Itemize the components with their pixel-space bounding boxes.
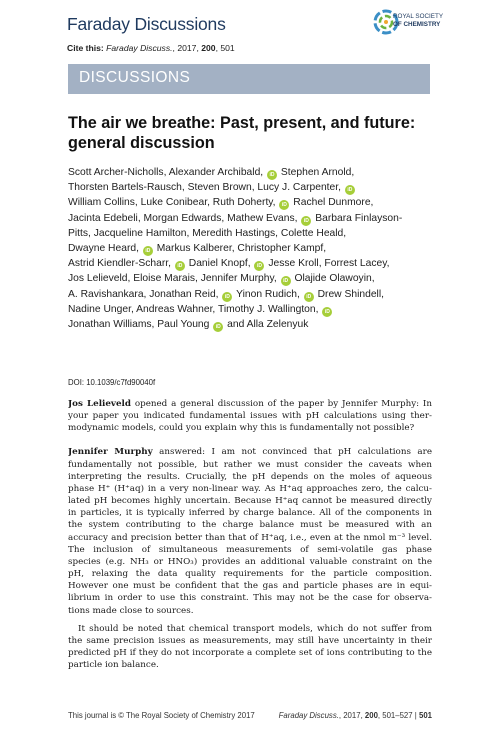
text-line: the same precision issues as measurements, may still have uncertainty in their: [68, 635, 432, 646]
text-line: phase H⁺ (H⁺aq) in a very non-linear way. As H⁺aq approaches zero, the calcu-: [68, 483, 432, 494]
paragraph: [68, 623, 432, 672]
text-line: species (e.g. NH₃ or HNO₃) provides an additional valuable constraint on the: [68, 556, 432, 567]
cite-page: , 501: [215, 43, 235, 53]
text-line: lated pH becomes highly uncertain. Because H⁺aq cannot be measured directly: [68, 496, 432, 507]
text-line: fundamentally not possible, but rather we must consider the caveats when: [68, 459, 432, 470]
text-line: Jennifer Murphy answered: I am not convinced that pH calculations are: [68, 447, 432, 458]
text-line: modynamic models, could you explain why this is fundamentally not possible?: [68, 423, 415, 434]
section-label: DISCUSSIONS: [79, 69, 191, 86]
orcid-icon[interactable]: iD: [279, 200, 289, 210]
footer-year: , 2017,: [338, 711, 363, 720]
section-banner: [68, 64, 430, 94]
copyright-line: This journal is © The Royal Society of Chemistry 2017: [68, 711, 255, 720]
text-line: predicted pH if they do not incorporate a complete set of ions contributing to the: [68, 647, 432, 658]
author-line: Astrid Kiendler-Scharr, iD Daniel Knopf, iD Jesse Kroll, Forrest Lacey,: [68, 258, 390, 270]
cite-prefix: Cite this:: [67, 43, 104, 53]
orcid-icon[interactable]: iD: [322, 307, 332, 317]
author-line: Dwayne Heard, iD Markus Kalberer, Christopher Kampf,: [68, 243, 327, 255]
orcid-icon[interactable]: iD: [345, 185, 355, 195]
paragraph: [68, 398, 432, 434]
author-list: [68, 165, 438, 332]
text-line: particle ion balance.: [68, 660, 159, 671]
text-line: Jos Lelieveld opened a general discussion of the paper by Jennifer Murphy: In: [68, 399, 432, 409]
author-line: A. Ravishankara, Jonathan Reid, iD Yinon Rudich, iD Drew Shindell,: [68, 288, 384, 300]
article-title: The air we breathe: Past, present, and future: general discussion: [68, 114, 416, 152]
paragraph: [68, 446, 432, 616]
publisher-name: [393, 13, 443, 28]
orcid-icon[interactable]: iD: [281, 276, 291, 286]
footer-citation: [279, 711, 432, 720]
author-line: Scott Archer-Nicholls, Alexander Archibald, iD Stephen Arnold,: [68, 167, 355, 178]
text-line: your paper you indicated fundamental issues with pH calculations using ther-: [68, 411, 432, 422]
publisher-line-1: ROYAL SOCIETY: [393, 13, 444, 20]
article-body: [68, 398, 432, 671]
author-line: Jacinta Edebeli, Morgan Edwards, Mathew Evans, iD Barbara Finlayson-: [68, 212, 403, 224]
author-line: Jos Lelieveld, Eloise Marais, Jennifer Murphy, iD Olajide Olawoyin,: [68, 273, 375, 285]
orcid-icon[interactable]: iD: [254, 261, 264, 271]
text-line: tions made close to sources.: [68, 605, 194, 616]
text-line: in particles, it is typically inferred by charge balance. All of the components in: [68, 508, 432, 519]
text-line: It should be noted that chemical transport models, which do not suffer from: [78, 623, 432, 634]
text-line: librium in order to use this constraint. This may not be the case for observa-: [68, 593, 432, 604]
text-line: the system contributing to the charge balance must be measured with an: [68, 520, 432, 531]
text-line: The inclusion of simultaneous measurements of semi-volatile gas phase: [68, 544, 432, 555]
footer-volume: 200: [364, 711, 378, 720]
orcid-icon[interactable]: iD: [301, 216, 311, 226]
speaker-name: Jos Lelieveld: [68, 399, 132, 409]
author-line: Jonathan Williams, Paul Young iD and Alla Zelenyuk: [68, 319, 309, 331]
cite-journal: Faraday Discuss.: [106, 43, 173, 53]
doi-line[interactable]: DOI: 10.1039/c7fd90040f: [68, 378, 156, 387]
cite-volume: 200: [201, 43, 216, 53]
speaker-name: Jennifer Murphy: [68, 447, 153, 458]
text-line: accuracy and precision better than that of H⁺aq, i.e., even at the nmol m⁻³ level.: [68, 532, 432, 543]
orcid-icon[interactable]: iD: [213, 322, 223, 332]
orcid-icon[interactable]: iD: [222, 292, 232, 302]
author-line: Nadine Unger, Andreas Wahner, Timothy J. Wallington, iD: [68, 302, 438, 317]
publisher-line-2: OF CHEMISTRY: [393, 20, 441, 28]
author-line: Pitts, Jacqueline Hamilton, Meredith Hastings, Colette Heald,: [68, 227, 347, 239]
citation-line: [67, 43, 235, 53]
cite-year: , 2017,: [172, 43, 199, 53]
author-line: Thorsten Bartels-Rausch, Steven Brown, Lucy J. Carpenter, iD: [68, 180, 438, 195]
text-line: However one must be confident that the gas and particle phases are in equi-: [68, 581, 432, 592]
footer-separator: |: [414, 711, 417, 720]
orcid-icon[interactable]: iD: [143, 246, 153, 256]
text-line: interpreting the results. Crucially, the pH depends on the moles of aqueous: [68, 471, 432, 482]
author-line: William Collins, Luke Conibear, Ruth Doherty, iD Rachel Dunmore,: [68, 197, 374, 209]
orcid-icon[interactable]: iD: [175, 261, 185, 271]
footer-journal: Faraday Discuss.: [278, 711, 339, 720]
footer-pages: , 501–527: [377, 711, 413, 720]
text-line: pH, relaxing the data quality requirements for the particle composition.: [68, 569, 432, 580]
page-number: 501: [418, 711, 432, 720]
orcid-icon[interactable]: iD: [304, 292, 314, 302]
journal-title: Faraday Discussions: [67, 14, 226, 34]
orcid-icon[interactable]: iD: [267, 170, 277, 180]
